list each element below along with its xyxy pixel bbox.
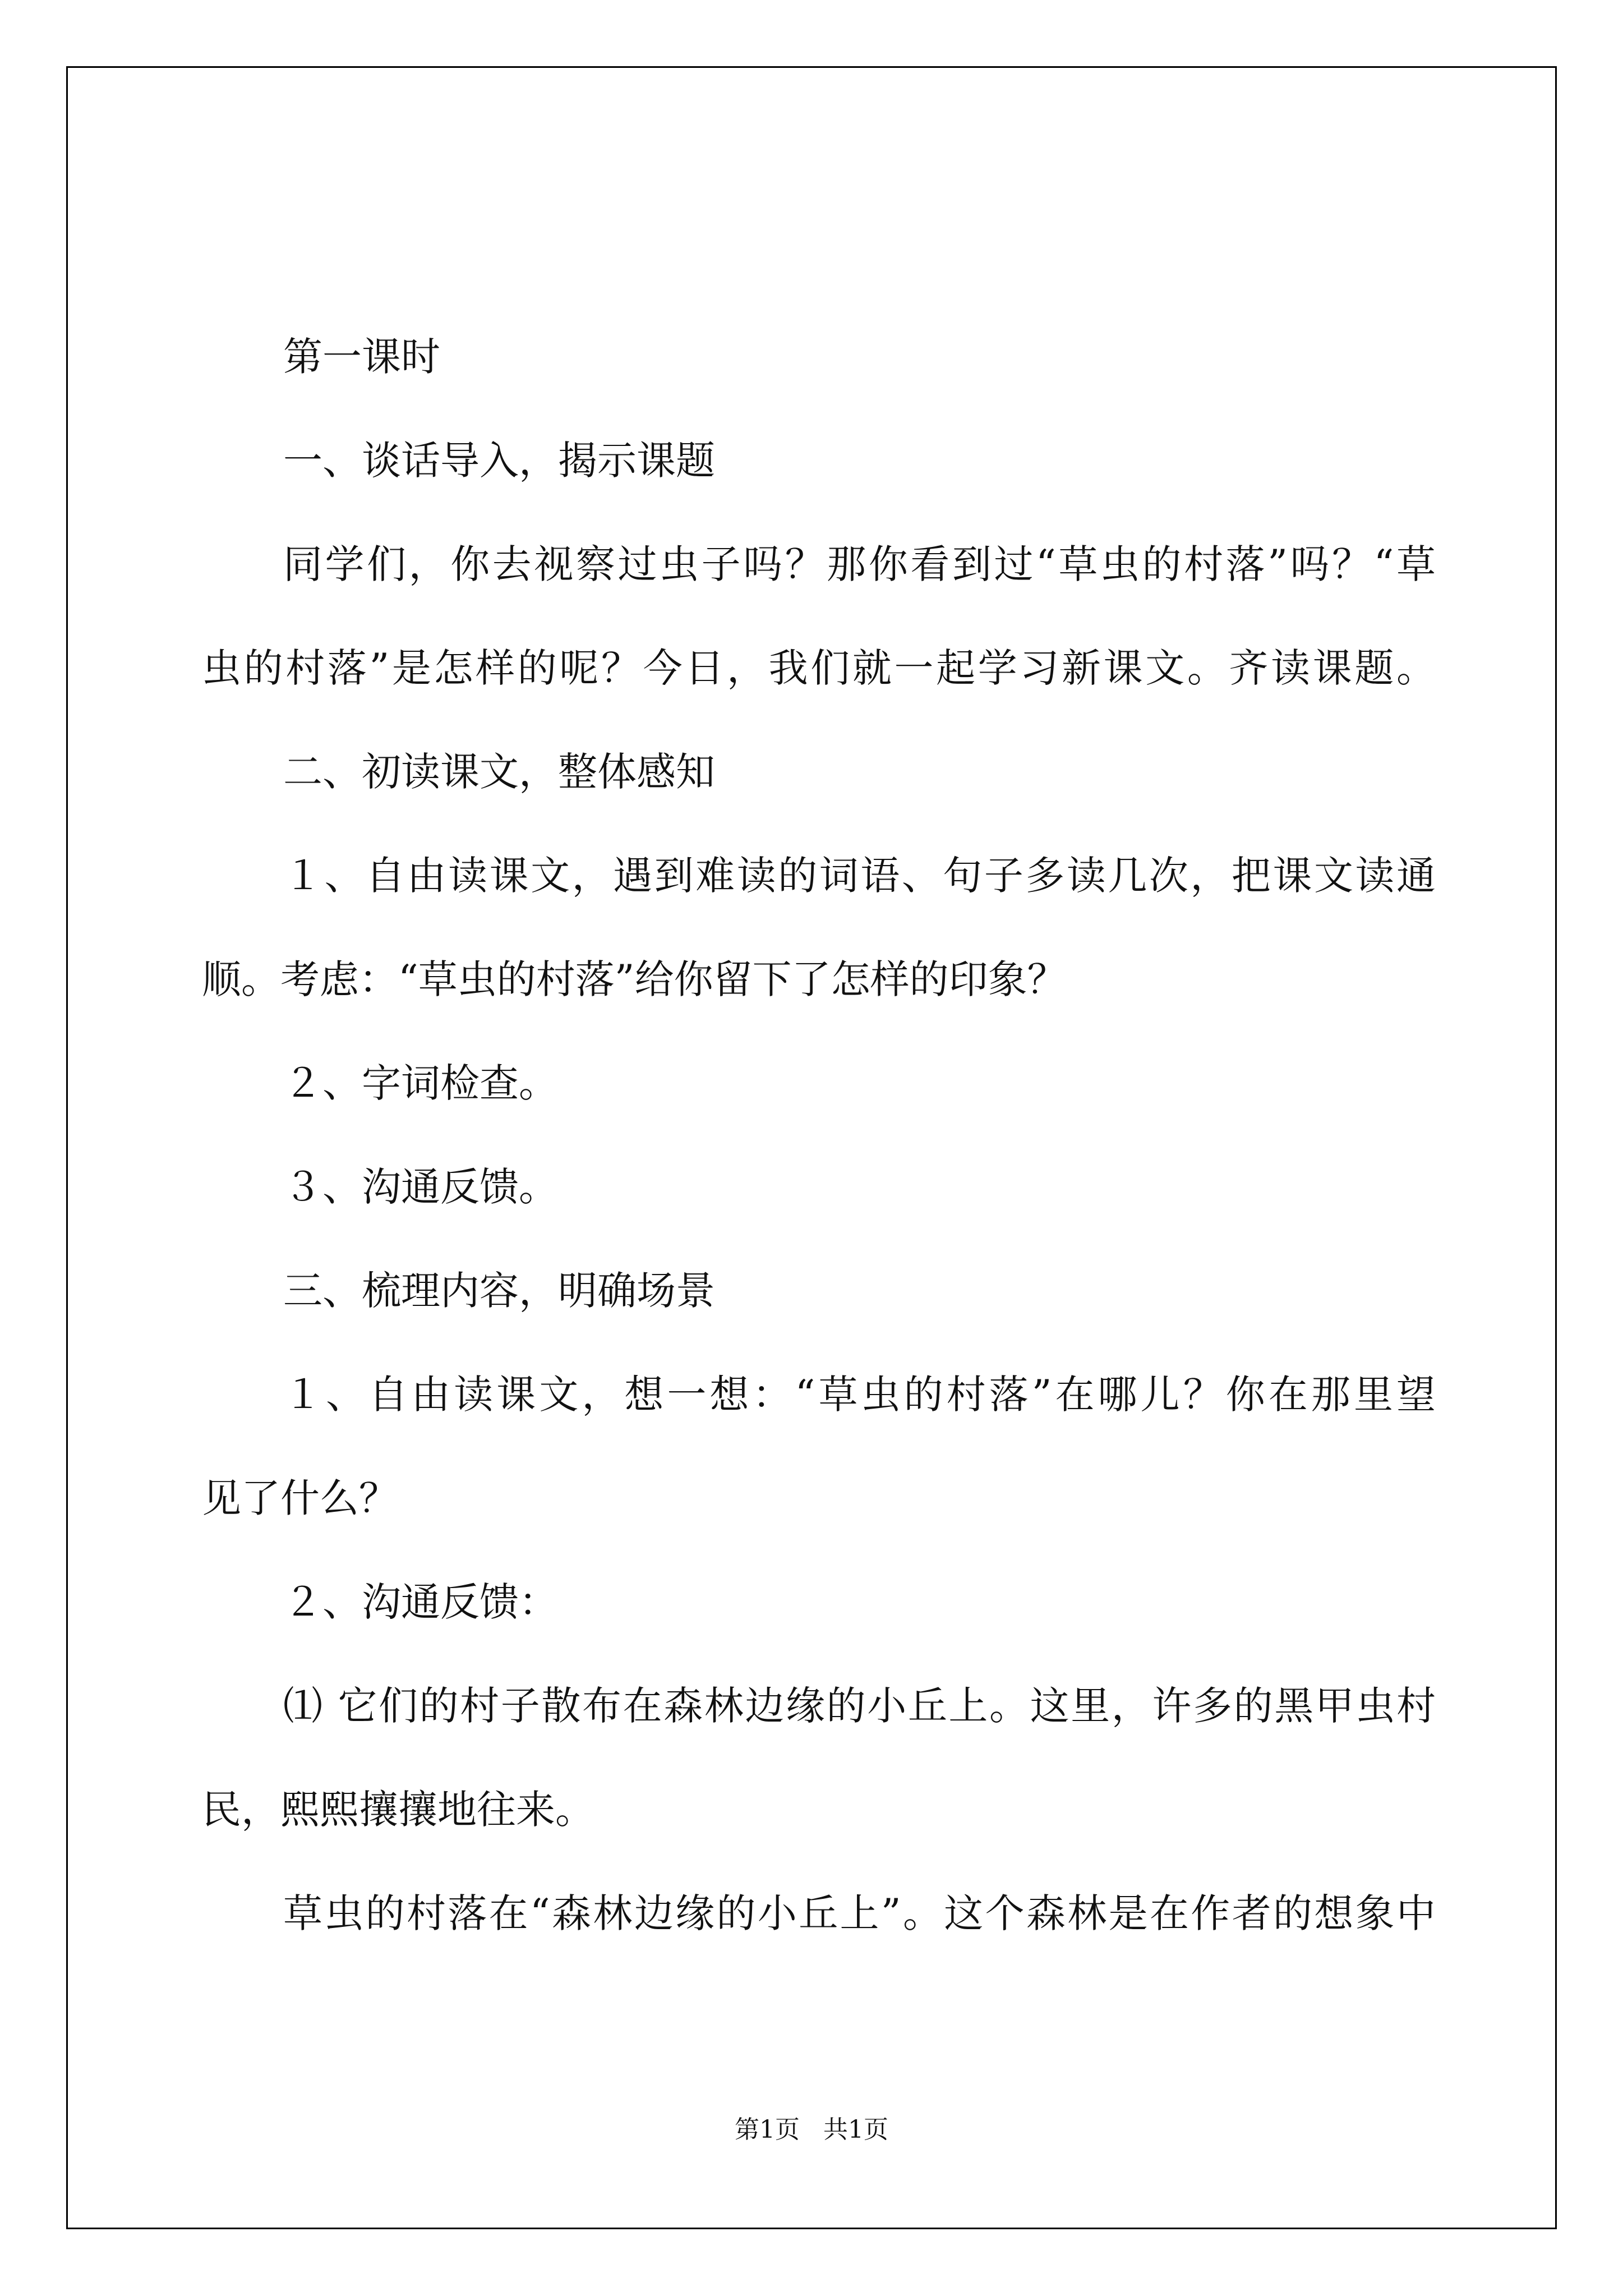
list-item: ２、沟通反馈： [283, 1579, 558, 1625]
page-number: 第1页 [735, 2115, 800, 2144]
section-heading-2: 二、初读课文，整体感知 [283, 749, 715, 795]
paragraph-line: ⑴ 它们的村子散布在森林边缘的小丘上。这里，许多的黑甲虫村 [283, 1683, 1436, 1729]
paragraph-line: 见了什么？ [202, 1475, 398, 1521]
paragraph-line: 顺。考虑：“草虫的村落”给你留下了怎样的印象？ [202, 956, 1067, 1002]
page-footer [0, 2109, 1623, 2145]
paragraph-line: 同学们，你去视察过虫子吗？那你看到过“草虫的村落”吗？“草 [283, 541, 1436, 587]
list-item: ３、沟通反馈。 [283, 1164, 558, 1210]
paragraph-line: 民，熙熙攘攘地往来。 [202, 1787, 594, 1833]
paragraph-line: １、自由读课文，想一想：“草虫的村落”在哪儿？你在那里望 [283, 1372, 1436, 1418]
paragraph-line: 虫的村落”是怎样的呢？今日，我们就一起学习新课文。齐读课题。 [202, 645, 1436, 691]
page-total: 共1页 [823, 2115, 888, 2144]
list-item: ２、字词检查。 [283, 1060, 558, 1106]
section-heading-3: 三、梳理内容，明确场景 [283, 1268, 715, 1314]
heading-first-lesson: 第一课时 [283, 334, 440, 380]
paragraph-line: 草虫的村落在“森林边缘的小丘上”。这个森林是在作者的想象中 [283, 1890, 1436, 1936]
section-heading-1: 一、谈话导入，揭示课题 [283, 438, 715, 484]
paragraph-line: １、自由读课文，遇到难读的词语、句子多读几次，把课文读通 [283, 853, 1436, 899]
